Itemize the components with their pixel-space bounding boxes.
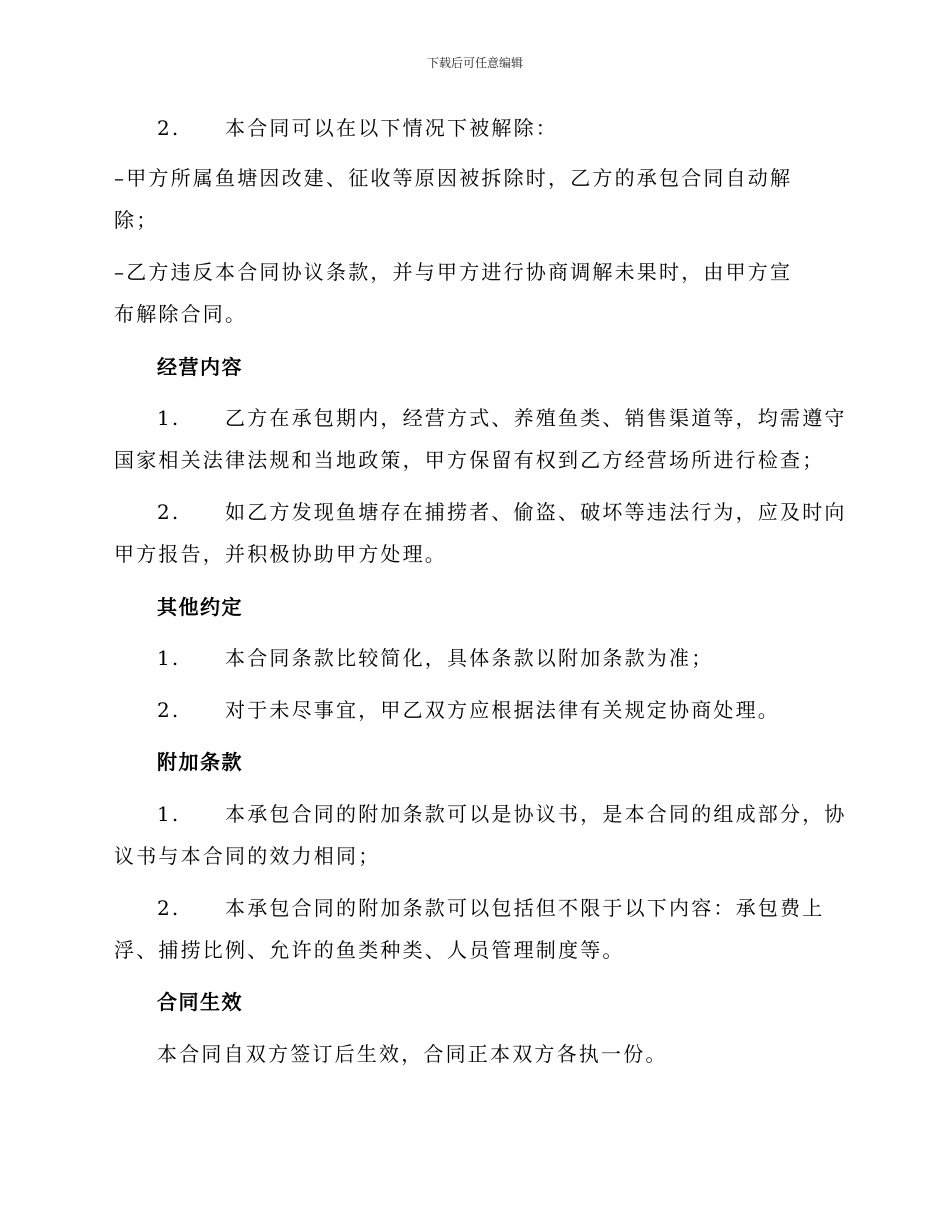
- item-text: 本合同可以在以下情况下被解除：: [225, 116, 558, 140]
- additional-item-1-line-2: 议书与本合同的效力相同；: [114, 844, 381, 868]
- item-number: 2.: [157, 896, 181, 920]
- item-number: 2.: [157, 698, 181, 722]
- section-heading-additional: 附加条款: [157, 750, 243, 774]
- termination-bullet-1-line-2: 除；: [114, 208, 159, 232]
- item-number: 2.: [157, 116, 181, 140]
- other-item-2: [157, 696, 877, 724]
- operation-item-1-line-2: 国家相关法律法规和当地政策，甲方保留有权到乙方经营场所进行检查；: [114, 448, 825, 472]
- section-heading-operation: 经营内容: [157, 355, 243, 379]
- operation-item-2-line-1: [157, 498, 877, 526]
- effect-text: 本合同自双方签订后生效，合同正本双方各执一份。: [157, 1042, 668, 1066]
- page-header: 下载后可任意编辑: [426, 56, 523, 70]
- section-heading-effect: 合同生效: [157, 990, 243, 1014]
- item-text: 本合同条款比较简化，具体条款以附加条款为准；: [225, 646, 714, 670]
- item-text: 本承包合同的附加条款可以包括但不限于以下内容：承包费上: [225, 896, 825, 920]
- item-number: 2.: [157, 500, 181, 524]
- termination-bullet-2-line-1: –乙方违反本合同协议条款，并与甲方进行协商调解未果时，由甲方宣: [114, 260, 793, 284]
- item-number: 1.: [157, 646, 181, 670]
- section-heading-other: 其他约定: [157, 595, 243, 619]
- item-text: 对于未尽事宜，甲乙双方应根据法律有关规定协商处理。: [225, 698, 780, 722]
- item-number: 1.: [157, 406, 181, 430]
- termination-item-2: [157, 114, 877, 142]
- termination-bullet-1-line-1: –甲方所属鱼塘因改建、征收等原因被拆除时，乙方的承包合同自动解: [114, 166, 793, 190]
- additional-item-2-line-2: 浮、捕捞比例、允许的鱼类种类、人员管理制度等。: [114, 938, 625, 962]
- operation-item-1-line-1: [157, 404, 877, 432]
- additional-item-2-line-1: [157, 894, 877, 922]
- item-text: 乙方在承包期内，经营方式、养殖鱼类、销售渠道等，均需遵守: [225, 406, 847, 430]
- operation-item-2-line-2: 甲方报告，并积极协助甲方处理。: [114, 542, 447, 566]
- item-text: 如乙方发现鱼塘存在捕捞者、偷盗、破坏等违法行为，应及时向: [225, 500, 847, 524]
- item-text: 本承包合同的附加条款可以是协议书，是本合同的组成部分，协: [225, 802, 847, 826]
- additional-item-1-line-1: [157, 800, 877, 828]
- other-item-1: [157, 644, 877, 672]
- termination-bullet-2-line-2: 布解除合同。: [114, 302, 248, 326]
- item-number: 1.: [157, 802, 181, 826]
